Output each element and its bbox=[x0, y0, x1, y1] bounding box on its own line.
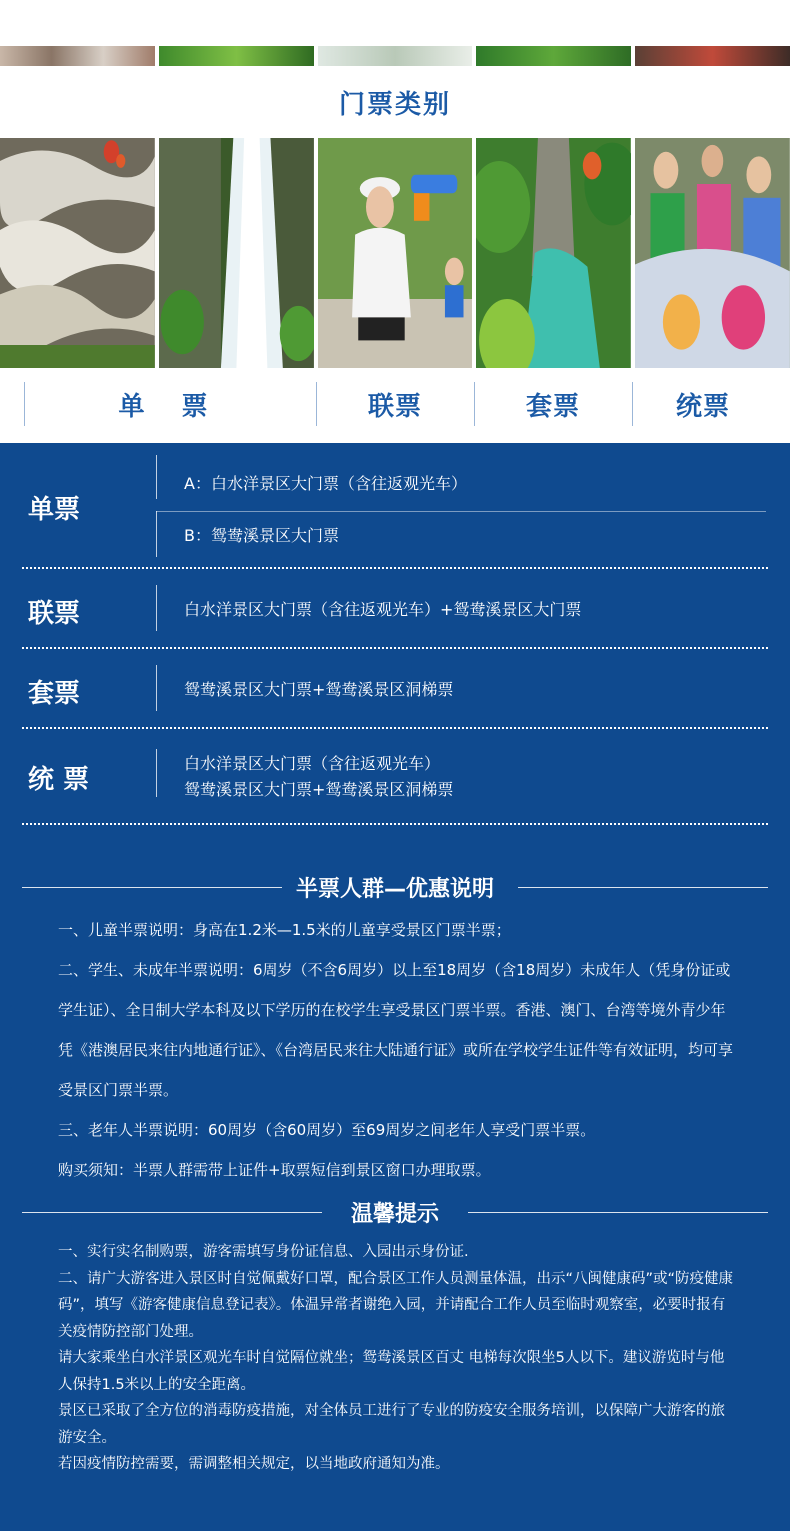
photo-water-festival bbox=[635, 138, 790, 368]
ticket-name: 统 票 bbox=[28, 765, 90, 795]
discount-paragraph: 三、老年人半票说明：60周岁（含60周岁）至69周岁之间老年人享受门票半票。 bbox=[58, 1121, 596, 1139]
tips-text bbox=[58, 1239, 738, 1478]
ticket-row-all bbox=[0, 749, 790, 799]
ticket-line: A：白水洋景区大门票（含往返观光车） bbox=[184, 474, 467, 493]
ticket-row-single bbox=[0, 455, 790, 557]
discount-paragraph: 购买须知：半票人群需带上证件+取票短信到景区窗口办理取票。 bbox=[58, 1161, 491, 1179]
dotted-divider bbox=[22, 727, 768, 729]
scenic-photo-row bbox=[0, 138, 790, 368]
ticket-name: 联票 bbox=[28, 599, 81, 629]
ticket-line: B：鸳鸯溪景区大门票 bbox=[184, 526, 339, 545]
tips-paragraph: 若因疫情防控需要，需调整相关规定，以当地政府通知为准。 bbox=[58, 1456, 450, 1472]
page-title: 门票类别 bbox=[338, 90, 451, 120]
discount-heading bbox=[22, 872, 768, 902]
ticket-line: 白水洋景区大门票（含往返观光车） bbox=[184, 754, 441, 773]
discount-paragraph: 二、学生、未成年半票说明：6周岁（不含6周岁）以上至18周岁（含18周岁）未成年人（凭身份证或学生证）、全日制大学本科及以下学历的在校学生享受景区门票半票。香港、澳门、台湾等境外青少年凭《港澳居民来往内地通行证》、《台湾居民来往大陆通行证》或所在学校学生证件等有效证明，均可享受景区门票半票。 bbox=[58, 961, 734, 1099]
dotted-divider bbox=[22, 647, 768, 649]
discount-title: 半票人群—优惠说明 bbox=[282, 877, 508, 902]
ticket-name: 套票 bbox=[28, 679, 81, 709]
ticket-name: 单票 bbox=[28, 495, 81, 525]
ticket-row-combo bbox=[0, 585, 790, 633]
dotted-divider bbox=[22, 823, 768, 825]
photo-water-gun-girl bbox=[318, 138, 473, 368]
ticket-details-panel bbox=[0, 443, 790, 1531]
discount-paragraph: 一、儿童半票说明：身高在1.2米—1.5米的儿童享受景区门票半票； bbox=[58, 921, 511, 939]
tips-paragraph: 一、实行实名制购票，游客需填写身份证信息、入园出示身份证. bbox=[58, 1244, 469, 1260]
discount-text bbox=[58, 910, 738, 1190]
category-single[interactable]: 单 票 bbox=[24, 380, 316, 428]
ticket-row-package bbox=[0, 665, 790, 713]
ticket-line: 鸳鸯溪景区大门票+鸳鸯溪景区洞梯票 bbox=[184, 780, 454, 799]
tips-heading bbox=[22, 1197, 768, 1227]
photo-rapids bbox=[0, 138, 155, 368]
ticket-line: 鸳鸯溪景区大门票+鸳鸯溪景区洞梯票 bbox=[184, 680, 454, 699]
tips-paragraph: 景区已采取了全方位的消毒防疫措施，对全体员工进行了专业的防疫安全服务培训，以保障广大游客的旅游安全。 bbox=[58, 1403, 725, 1446]
tips-paragraph: 请大家乘坐白水洋景区观光车时自觉隔位就坐；鸳鸯溪景区百丈 电梯每次限坐5人以下。建议游览时与他人保持1.5米以上的安全距离。 bbox=[58, 1350, 725, 1393]
top-photo-strip bbox=[0, 46, 790, 66]
dotted-divider bbox=[22, 567, 768, 569]
photo-waterfall bbox=[159, 138, 314, 368]
ticket-line: 白水洋景区大门票（含往返观光车）+鸳鸯溪景区大门票 bbox=[184, 600, 582, 619]
category-combo[interactable]: 联票 bbox=[316, 380, 474, 428]
photo-canyon bbox=[476, 138, 631, 368]
tips-paragraph: 二、请广大游客进入景区时自觉佩戴好口罩，配合景区工作人员测量体温，出示“八闽健康码”或“防疫健康码”，填写《游客健康信息登记表》。体温异常者谢绝入园，并请配合工作人员至临时观察室，必要时报有关疫情防控部门处理。 bbox=[58, 1270, 734, 1340]
category-package[interactable]: 套票 bbox=[474, 380, 632, 428]
category-all[interactable]: 统票 bbox=[632, 380, 774, 428]
category-labels bbox=[24, 380, 774, 428]
tips-title: 温馨提示 bbox=[337, 1202, 453, 1227]
